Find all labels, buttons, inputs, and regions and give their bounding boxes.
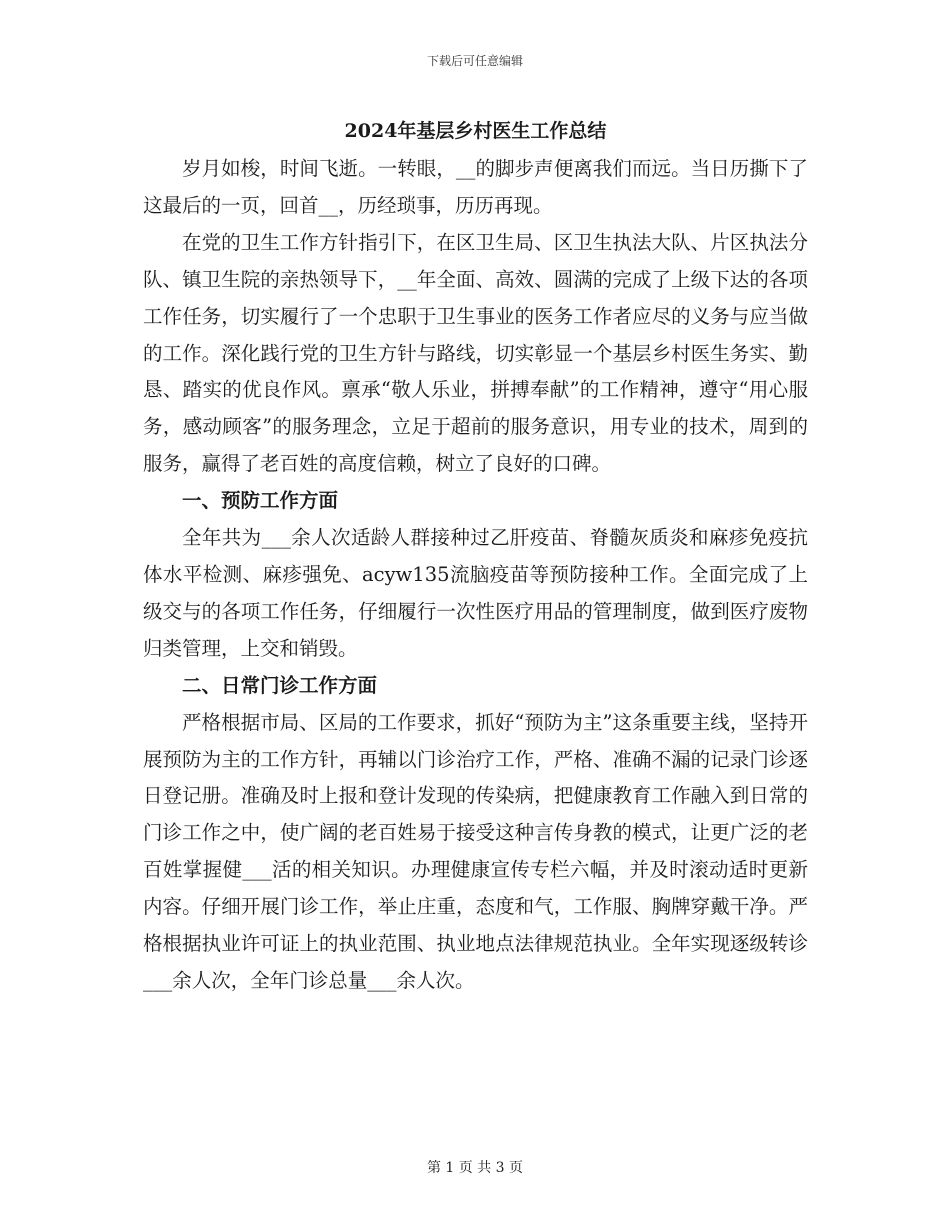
section-heading-prevention: 一、预防工作方面 [182, 489, 339, 513]
page-footer-number: 第 1 页 共 3 页 [426, 1160, 524, 1176]
intro-paragraph-2: 在党的卫生工作方针指引下，在区卫生局、区卫生执法大队、片区执法分队、镇卫生院的亲热领导下，__年全面、高效、圆满的完成了上级下达的各项工作任务，切实履行了一个忠职于卫生事业的医务工作者应尽的义务与应当做的工作。深化践行党的卫生方针与路线，切实彰显一个基层乡村医生务实、勤恳、踏实的优良作风。禀承“敬人乐业，拼搏奉献”的工作精神，遵守“用心服务，感动顾客”的服务理念，立足于超前的服务意识，用专业的技术，周到的服务，赢得了老百姓的高度信赖，树立了良好的口碑。 [143, 230, 808, 476]
section-paragraph-outpatient: 严格根据市局、区局的工作要求，抓好“预防为主”这条重要主线，坚持开展预防为主的工作方针，再辅以门诊治疗工作，严格、准确不漏的记录门诊逐日登记册。准确及时上报和登计发现的传染病，把健康教育工作融入到日常的门诊工作之中，使广阔的老百姓易于接受这种言传身教的模式，让更广泛的老百姓掌握健___活的相关知识。办理健康宣传专栏六幅，并及时滚动适时更新内容。仔细开展门诊工作，举止庄重，态度和气，工作服、胸牌穿戴干净。严格根据执业许可证上的执业范围、执业地点法律规范执业。全年实现逐级转诊___余人次，全年门诊总量___余人次。 [143, 710, 808, 992]
section-heading-outpatient: 二、日常门诊工作方面 [182, 673, 378, 697]
intro-paragraph-1: 岁月如梭，时间飞逝。一转眼，__的脚步声便离我们而远。当日历撕下了这最后的一页，回首__，历经琐事，历历再现。 [143, 157, 808, 217]
document-body [143, 106, 808, 1000]
document-title: 2024年基层乡村医生工作总结 [344, 120, 607, 142]
section-paragraph-prevention: 全年共为___余人次适龄人群接种过乙肝疫苗、脊髓灰质炎和麻疹免疫抗体水平检测、麻疹强免、acyw135流脑疫苗等预防接种工作。全面完成了上级交与的各项工作任务，仔细履行一次性医疗用品的管理制度，做到医疗废物归类管理，上交和销毁。 [143, 526, 808, 660]
page-header-note: 下载后可任意编辑 [426, 54, 523, 68]
